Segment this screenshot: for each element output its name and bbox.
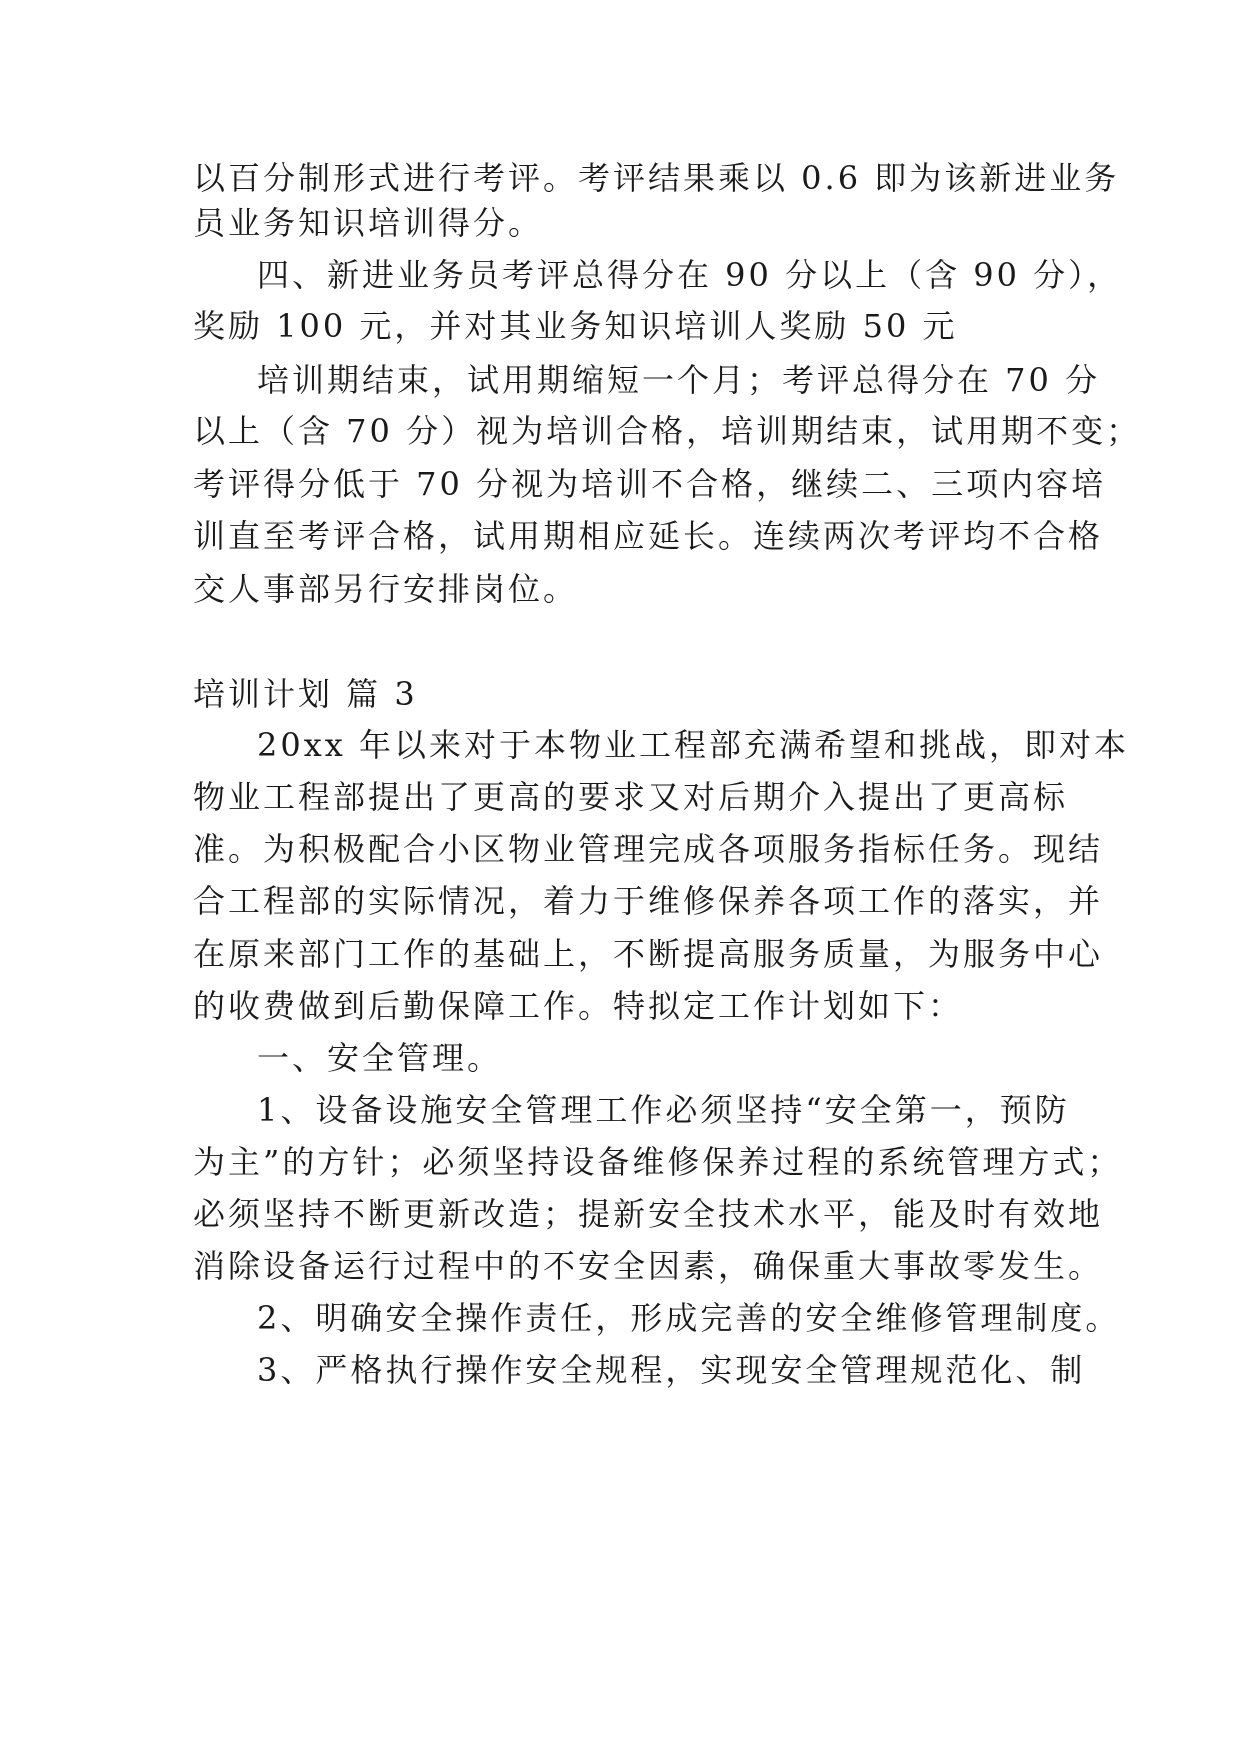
paragraph-line: 准。为积极配合小区物业管理完成各项服务指标任务。现结 xyxy=(193,830,1104,868)
paragraph-line: 3、严格执行操作安全规程，实现安全管理规范化、制 xyxy=(257,1351,1086,1389)
paragraph-line: 合工程部的实际情况，着力于维修保养各项工作的落实，并 xyxy=(193,882,1104,920)
paragraph-line: 在原来部门工作的基础上，不断提高服务质量，为服务中心 xyxy=(193,935,1104,973)
paragraph-line: 员业务知识培训得分。 xyxy=(193,204,544,242)
paragraph-line: 必须坚持不断更新改造；提新安全技术水平，能及时有效地 xyxy=(193,1195,1104,1233)
paragraph-line: 四、新进业务员考评总得分在 90 分以上（含 90 分）， xyxy=(257,256,1123,294)
paragraph-line: 奖励 100 元，并对其业务知识培训人奖励 50 元 xyxy=(193,307,958,345)
paragraph-line: 物业工程部提出了更高的要求又对后期介入提出了更高标 xyxy=(193,778,1069,816)
paragraph-line: 训直至考评合格，试用期相应延长。连续两次考评均不合格 xyxy=(193,517,1104,555)
paragraph-line: 以百分制形式进行考评。考评结果乘以 0.6 即为该新进业务 xyxy=(193,159,1120,197)
paragraph-line: 2、明确安全操作责任，形成完善的安全维修管理制度。 xyxy=(257,1299,1121,1337)
paragraph-line: 为主”的方针；必须坚持设备维修保养过程的系统管理方式； xyxy=(193,1143,1123,1181)
section-heading: 培训计划 篇 3 xyxy=(193,675,418,713)
paragraph-line: 消除设备运行过程中的不安全因素，确保重大事故零发生。 xyxy=(193,1247,1104,1285)
paragraph-line: 1、设备设施安全管理工作必须坚持“安全第一，预防 xyxy=(257,1091,1070,1129)
paragraph-line: 以上（含 70 分）视为培训合格，培训期结束，试用期不变； xyxy=(193,412,1142,450)
paragraph-line: 的收费做到后勤保障工作。特拟定工作计划如下： xyxy=(193,987,964,1025)
paragraph-line: 培训期结束，试用期缩短一个月；考评总得分在 70 分 xyxy=(257,361,1101,399)
paragraph-line: 20xx 年以来对于本物业工程部充满希望和挑战，即对本 xyxy=(257,726,1129,764)
paragraph-line: 考评得分低于 70 分视为培训不合格，继续二、三项内容培 xyxy=(193,465,1107,503)
paragraph-line: 交人事部另行安排岗位。 xyxy=(193,570,579,608)
paragraph-line: 一、安全管理。 xyxy=(257,1039,503,1077)
